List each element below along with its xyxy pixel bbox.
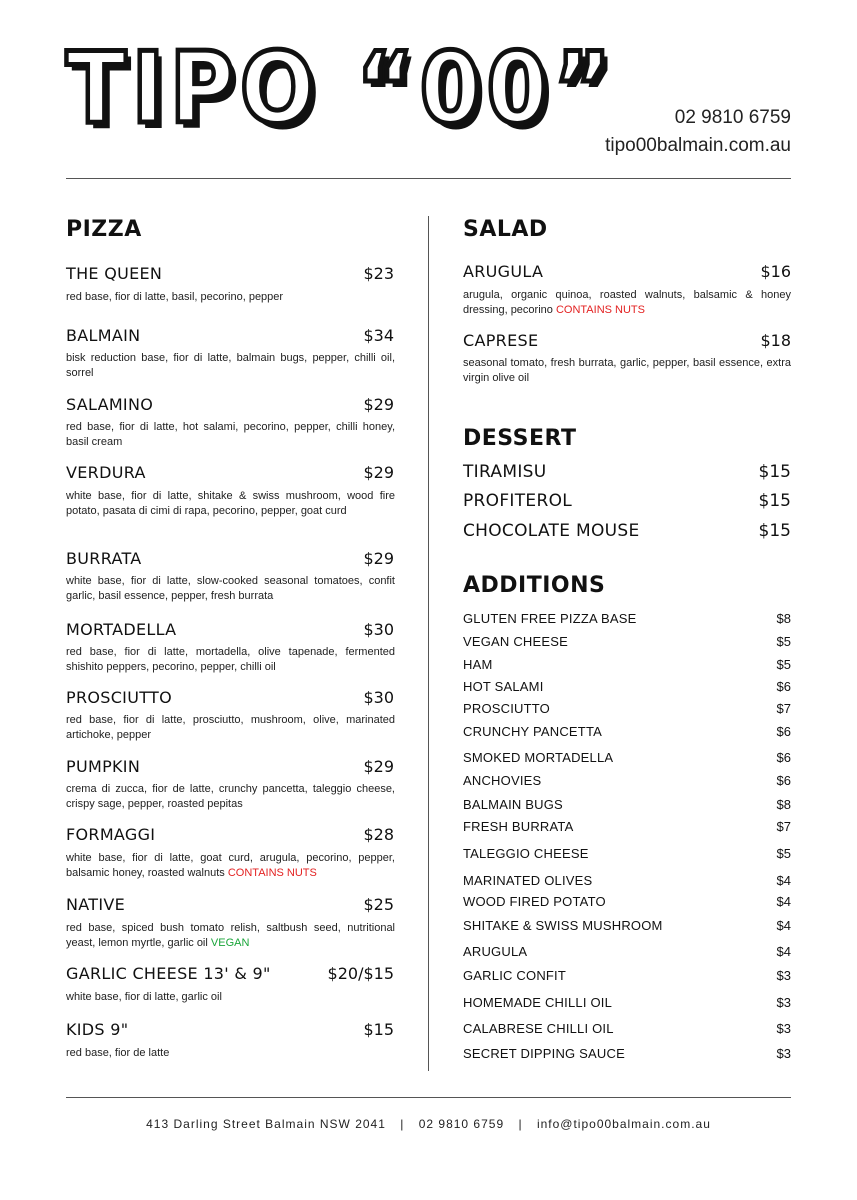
pizza-item-description [66,851,395,881]
pizza-item-name: VERDURA [66,463,146,482]
pizza-item-name: PROSCIUTTO [66,688,172,707]
addition-item-price: $6 [776,773,791,788]
pizza-section-title: PIZZA [66,217,142,242]
addition-item-name: GLUTEN FREE PIZZA BASE [463,611,637,626]
contains-nuts-note: CONTAINS NUTS [227,867,317,879]
footer-email: info@tipo00balmain.com.au [536,1117,711,1131]
addition-item-name: GARLIC CONFIT [463,968,566,983]
addition-item-name: SECRET DIPPING SAUCE [463,1046,625,1061]
addition-item-price: $3 [776,1021,791,1036]
addition-item-name: MARINATED OLIVES [463,873,593,888]
pizza-item-description: red base, fior di latte, mortadella, olive tapenade, fermented shishito peppers, pecorino, pepper, chilli oil [66,646,395,673]
dessert-item-price: $15 [758,462,791,482]
dessert-section-title: DESSERT [463,426,577,451]
pizza-item-description: white base, fior di latte, slow-cooked seasonal tomatoes, confit garlic, basil essence, pepper, fresh burrata [66,575,395,602]
pizza-item-price: $29 [363,549,394,568]
pizza-item-name: BURRATA [66,549,142,568]
addition-item-name: FRESH BURRATA [463,819,574,834]
dessert-item-price: $15 [758,491,791,511]
addition-item-name: TALEGGIO CHEESE [463,846,589,861]
footer-separator: | [518,1117,523,1131]
pizza-item-name: KIDS 9" [66,1020,129,1039]
pizza-item-price: $29 [363,395,394,414]
header-divider [66,178,791,179]
restaurant-logo: TIPO “00” [66,32,617,146]
pizza-item-description-text: red base, spiced bush tomato relish, saltbush seed, nutritional yeast, lemon myrtle, garlic oil [66,922,395,949]
addition-item-price: $3 [776,968,791,983]
pizza-item-price: $29 [363,757,394,776]
pizza-item-description: crema di zucca, fior de latte, crunchy pancetta, taleggio cheese, crispy sage, pepper, roasted pepitas [66,783,395,810]
addition-item-price: $4 [776,944,791,959]
header-contact [605,104,791,160]
addition-item-name: CALABRESE CHILLI OIL [463,1021,614,1036]
pizza-item-name: BALMAIN [66,326,141,345]
pizza-item-name: PUMPKIN [66,757,141,776]
footer-divider [66,1097,791,1098]
pizza-item-price: $30 [363,688,394,707]
salad-item-name: CAPRESE [463,331,539,350]
footer-address: 413 Darling Street Balmain NSW 2041 [146,1117,386,1131]
addition-item-name: BALMAIN BUGS [463,797,563,812]
pizza-item-description: red base, fior di latte, basil, pecorino, pepper [66,291,284,303]
pizza-item-description: white base, fior di latte, garlic oil [66,991,222,1003]
addition-item-price: $4 [776,873,791,888]
salad-item-description-text: arugula, organic quinoa, roasted walnuts, balsamic & honey dressing, pecorino [463,289,791,316]
pizza-item-price: $30 [363,620,394,639]
addition-item-name: ANCHOVIES [463,773,542,788]
addition-item-price: $3 [776,1046,791,1061]
pizza-item-description: red base, fior de latte [66,1047,170,1059]
footer [0,1117,857,1131]
salad-item-price: $16 [760,262,791,281]
addition-item-name: PROSCIUTTO [463,701,550,716]
addition-item-price: $4 [776,894,791,909]
pizza-item-name: NATIVE [66,895,126,914]
addition-item-price: $4 [776,918,791,933]
pizza-item-price: $25 [363,895,394,914]
header-phone: 02 9810 6759 [674,107,791,128]
addition-item-name: HOT SALAMI [463,679,544,694]
addition-item-price: $5 [776,657,791,672]
salad-section-title: SALAD [463,217,548,242]
addition-item-name: CRUNCHY PANCETTA [463,724,602,739]
dessert-item-name: PROFITEROL [463,491,573,511]
addition-item-price: $8 [776,797,791,812]
pizza-item-description: bisk reduction base, fior di latte, balmain bugs, pepper, chilli oil, sorrel [66,352,395,379]
pizza-item-price: $34 [363,326,394,345]
pizza-item-description: red base, fior di latte, prosciutto, mushroom, olive, marinated artichoke, pepper [66,714,395,741]
pizza-item-description [66,921,395,951]
addition-item-price: $6 [776,679,791,694]
addition-item-price: $3 [776,995,791,1010]
dessert-item-price: $15 [758,521,791,541]
pizza-item-name: GARLIC CHEESE 13' & 9" [66,964,271,983]
addition-item-name: SHITAKE & SWISS MUSHROOM [463,918,663,933]
addition-item-name: SMOKED MORTADELLA [463,750,614,765]
dessert-item-name: CHOCOLATE MOUSE [463,521,640,541]
salad-item-name: ARUGULA [463,262,544,281]
pizza-item-price: $28 [363,825,394,844]
dessert-item-name: TIRAMISU [463,462,547,482]
addition-item-price: $6 [776,724,791,739]
additions-section-title: ADDITIONS [463,573,606,598]
salad-item-price: $18 [760,331,791,350]
addition-item-name: ARUGULA [463,944,528,959]
pizza-item-price: $23 [363,264,394,283]
header-website: tipo00balmain.com.au [605,135,791,156]
pizza-item-description: red base, fior di latte, hot salami, pecorino, pepper, chilli honey, basil cream [66,421,395,448]
salad-item-description [463,288,791,318]
addition-item-price: $5 [776,634,791,649]
addition-item-price: $8 [776,611,791,626]
vegan-note: VEGAN [210,937,250,949]
footer-phone: 02 9810 6759 [418,1117,505,1131]
addition-item-name: WOOD FIRED POTATO [463,894,606,909]
addition-item-price: $6 [776,750,791,765]
pizza-item-name: THE QUEEN [66,264,163,283]
column-divider [428,216,429,1071]
footer-separator: | [400,1117,405,1131]
salad-item-description: seasonal tomato, fresh burrata, garlic, pepper, basil essence, extra virgin olive oil [463,357,791,384]
pizza-item-name: FORMAGGI [66,825,156,844]
addition-item-price: $7 [776,701,791,716]
pizza-item-price: $29 [363,463,394,482]
pizza-item-name: SALAMINO [66,395,154,414]
pizza-item-description-text: white base, fior di latte, goat curd, arugula, pecorino, pepper, balsamic honey, roasted walnuts [66,852,395,879]
pizza-item-description: white base, fior di latte, shitake & swiss mushroom, wood fire potato, pasata di cimi di rapa, pecorino, pepper, goat curd [66,490,395,517]
addition-item-price: $7 [776,819,791,834]
addition-item-name: HOMEMADE CHILLI OIL [463,995,612,1010]
contains-nuts-note: CONTAINS NUTS [555,304,645,316]
addition-item-name: VEGAN CHEESE [463,634,568,649]
pizza-item-price: $15 [363,1020,394,1039]
pizza-item-price: $20/$15 [327,964,394,983]
pizza-item-name: MORTADELLA [66,620,177,639]
addition-item-price: $5 [776,846,791,861]
addition-item-name: HAM [463,657,493,672]
